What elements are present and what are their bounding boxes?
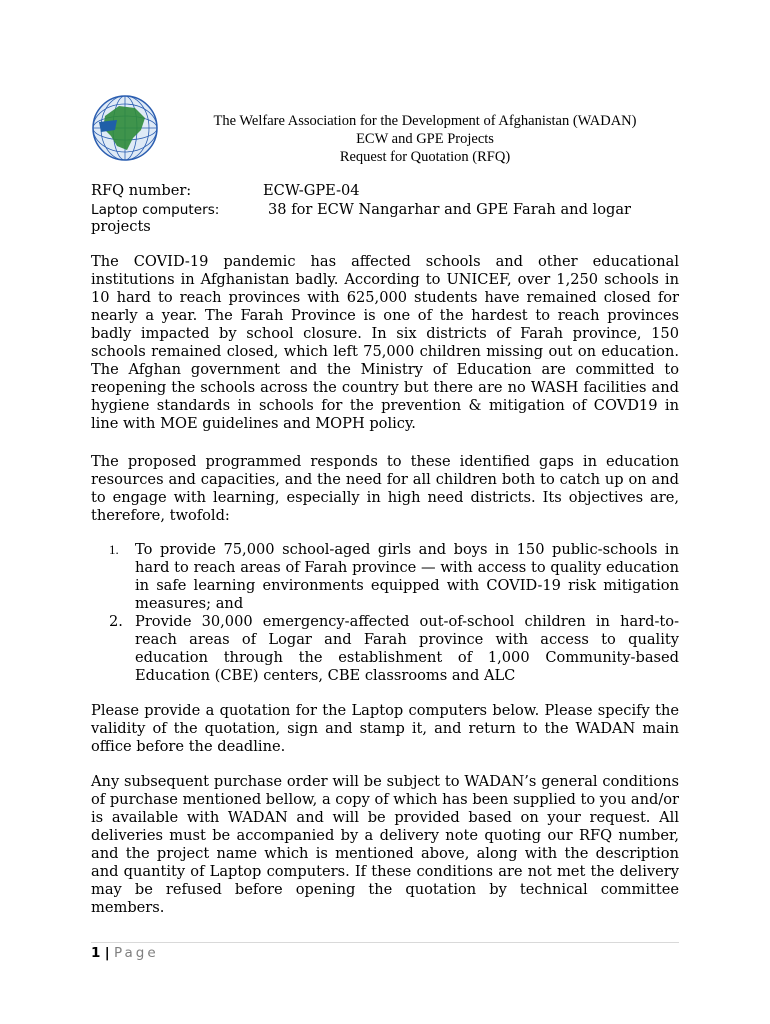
rfq-number-value: ECW-GPE-04: [263, 182, 360, 199]
rfq-item-label: Laptop computers:: [91, 202, 220, 218]
rfq-number-label: RFQ number:: [91, 182, 192, 199]
list-item-number: 1.: [109, 542, 119, 557]
programme-paragraph: The proposed programmed responds to these identified gaps in education resources and capacities, and the need for all children both to catch up on and to engage with learning, especially in high need districts. Its objectives are, therefore, twofold:: [91, 453, 679, 524]
footer-divider: [91, 942, 679, 943]
rfq-item-value: 38 for ECW Nangarhar and GPE Farah and logar: [268, 201, 632, 218]
list-item: [109, 613, 679, 685]
page-footer: [91, 944, 159, 962]
quotation-request-paragraph: Please provide a quotation for the Laptop computers below. Please specify the validity of the quotation, sign and stamp it, and return to the WADAN main office before the deadline.: [91, 702, 679, 755]
rfq-heading: Request for Quotation (RFQ): [339, 149, 511, 165]
rfq-item-value-continued: projects: [91, 218, 151, 235]
rfq-item-row: [91, 201, 681, 219]
projects-heading: ECW and GPE Projects: [356, 131, 494, 147]
org-name-heading: The Welfare Association for the Development of Afghanistan (WADAN): [213, 113, 637, 129]
purchase-conditions-paragraph: Any subsequent purchase order will be subject to WADAN’s general conditions of purchase mentioned bellow, a copy of which has been supplied to you and/or is available with WADAN and will be provided based on your request. All deliveries must be accompanied by a delivery note quoting our RFQ number, and the project name which is mentioned above, along with the description and quantity of Laptop computers. If these conditions are not met the delivery may be refused before opening the quotation by technical committee members.: [91, 773, 679, 916]
rfq-number-row: [91, 182, 360, 200]
wadan-logo: [91, 94, 159, 162]
page-number: 1: [91, 945, 101, 961]
list-item-number: 2.: [109, 613, 123, 630]
list-item-text: Provide 30,000 emergency-affected out-of-school children in hard-to-reach areas of Logar and Farah province with access to quality education through the establishment of 1,000 Community-based Education (CBE) centers, CBE classrooms and ALC: [135, 613, 679, 684]
intro-paragraph: The COVID-19 pandemic has affected schools and other educational institutions in Afghanistan badly. According to UNICEF, over 1,250 schools in 10 hard to reach provinces with 625,000 students have remained closed for nearly a year. The Farah Province is one of the hardest to reach provinces badly impacted by school closure. In six districts of Farah province, 150 schools remained closed, which left 75,000 children missing out on education. The Afghan government and the Ministry of Education are committed to reopening the schools across the country but there are no WASH facilities and hygiene standards in schools for the prevention & mitigation of COVD19 in line with MOE guidelines and MOPH policy.: [91, 253, 679, 432]
objectives-list: [109, 541, 679, 685]
footer-separator: |: [104, 945, 110, 961]
page-label: Page: [113, 945, 159, 961]
list-item-text: To provide 75,000 school-aged girls and boys in 150 public-schools in hard to reach areas of Farah province — with access to quality education in safe learning environments equipped with COVID-19 risk mitigation measures; and: [135, 541, 679, 612]
list-item: [109, 541, 679, 613]
